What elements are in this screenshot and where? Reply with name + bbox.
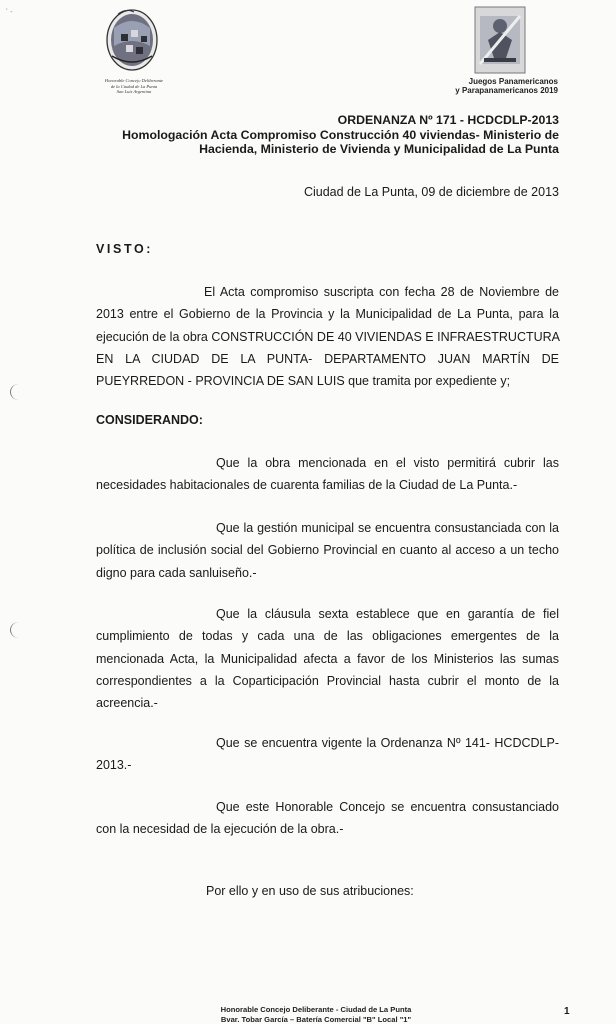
text-line: 2013 entre el Gobierno de la Provincia y la Municipalidad de La Punta, para la [96,307,559,322]
panamerican-games-logo [474,6,526,74]
document-title [80,113,559,157]
considerando-paragraph [96,796,559,841]
text-line: Que la obra mencionada en el visto permitirá cubrir las [216,456,559,470]
seal-caption [86,78,182,95]
games-caption [428,77,558,95]
text-line: mencionada Acta, la Municipalidad afecta a favor de los Ministerios las sumas [96,651,559,666]
text-line: PUEYRREDON - PROVINCIA DE SAN LUIS que tramita por expediente y; [96,374,511,389]
punch-hole-mark [10,384,27,400]
text-line: Que se encuentra vigente la Ordenanza Nº 141- HCDCDLP- [216,736,559,750]
council-seal-logo [104,6,160,76]
text-line: cumplimiento de todas y cada una de las obligaciones emergentes de la [96,629,559,644]
considerando-heading: CONSIDERANDO: [96,413,203,427]
considerando-paragraph [96,732,559,777]
seal-caption-line: San Luis Argentina [116,89,152,95]
seal-caption-line: de la Ciudad de La Punta [110,83,158,89]
text-line: EN LA CIUDAD DE LA PUNTA- DEPARTAMENTO JUAN MARTÍN DE [96,351,559,366]
games-caption-line: y Parapanamericanos 2019 [455,86,558,95]
games-caption-line: Juegos Panamericanos [468,77,558,86]
text-line: correspondientes a la Coparticipación Provincial hasta cubrir el monto de la [96,673,559,688]
text-line: Que la cláusula sexta establece que en garantía de fiel [216,607,559,621]
scan-mark: ‘ - [6,7,13,16]
page-footer [186,1005,446,1024]
text-line: necesidades habitacionales de cuarenta familias de la Ciudad de La Punta.- [96,478,518,493]
title-line: Hacienda, Ministerio de Vivienda y Municipalidad de La Punta [199,142,559,156]
text-line: digno para cada sanluiseño.- [96,565,257,580]
visto-paragraph [96,281,559,392]
ordinance-number: ORDENANZA Nº 171 - HCDCDLP-2013 [337,113,559,127]
footer-line: Honorable Concejo Deliberante - Ciudad de La Punta [220,1005,412,1014]
considerando-paragraph [96,452,559,497]
seal-caption-line: Honorable Concejo Deliberante [104,78,164,83]
text-line: con la necesidad de la ejecución de la obra.- [96,822,344,837]
text-line: política de inclusión social del Gobierno Provincial en cuanto al acceso a un techo [96,543,559,558]
text-line: Que este Honorable Concejo se encuentra consustanciado [216,800,559,814]
title-line: Homologación Acta Compromiso Construcción 40 viviendas- Ministerio de [122,127,559,142]
footer-line: Bvar. Tobar García – Batería Comercial "B" Local "1" [220,1014,412,1024]
closing-statement: Por ello y en uso de sus atribuciones: [206,884,414,898]
text-line: acreencia.- [96,696,158,711]
text-line: ejecución de la obra CONSTRUCCIÓN DE 40 VIVIENDAS E INFRAESTRUCTURA [96,329,561,344]
text-line: 2013.- [96,758,132,773]
punch-hole-mark [10,622,27,638]
considerando-paragraph [96,603,559,714]
page-number: 1 [564,1006,570,1017]
document-date: Ciudad de La Punta, 09 de diciembre de 2013 [303,185,559,199]
visto-heading: VISTO: [96,242,154,256]
considerando-paragraph [96,517,559,584]
text-line: El Acta compromiso suscripta con fecha 28 de Noviembre de [204,285,559,299]
text-line: Que la gestión municipal se encuentra consustanciada con la [216,521,559,535]
